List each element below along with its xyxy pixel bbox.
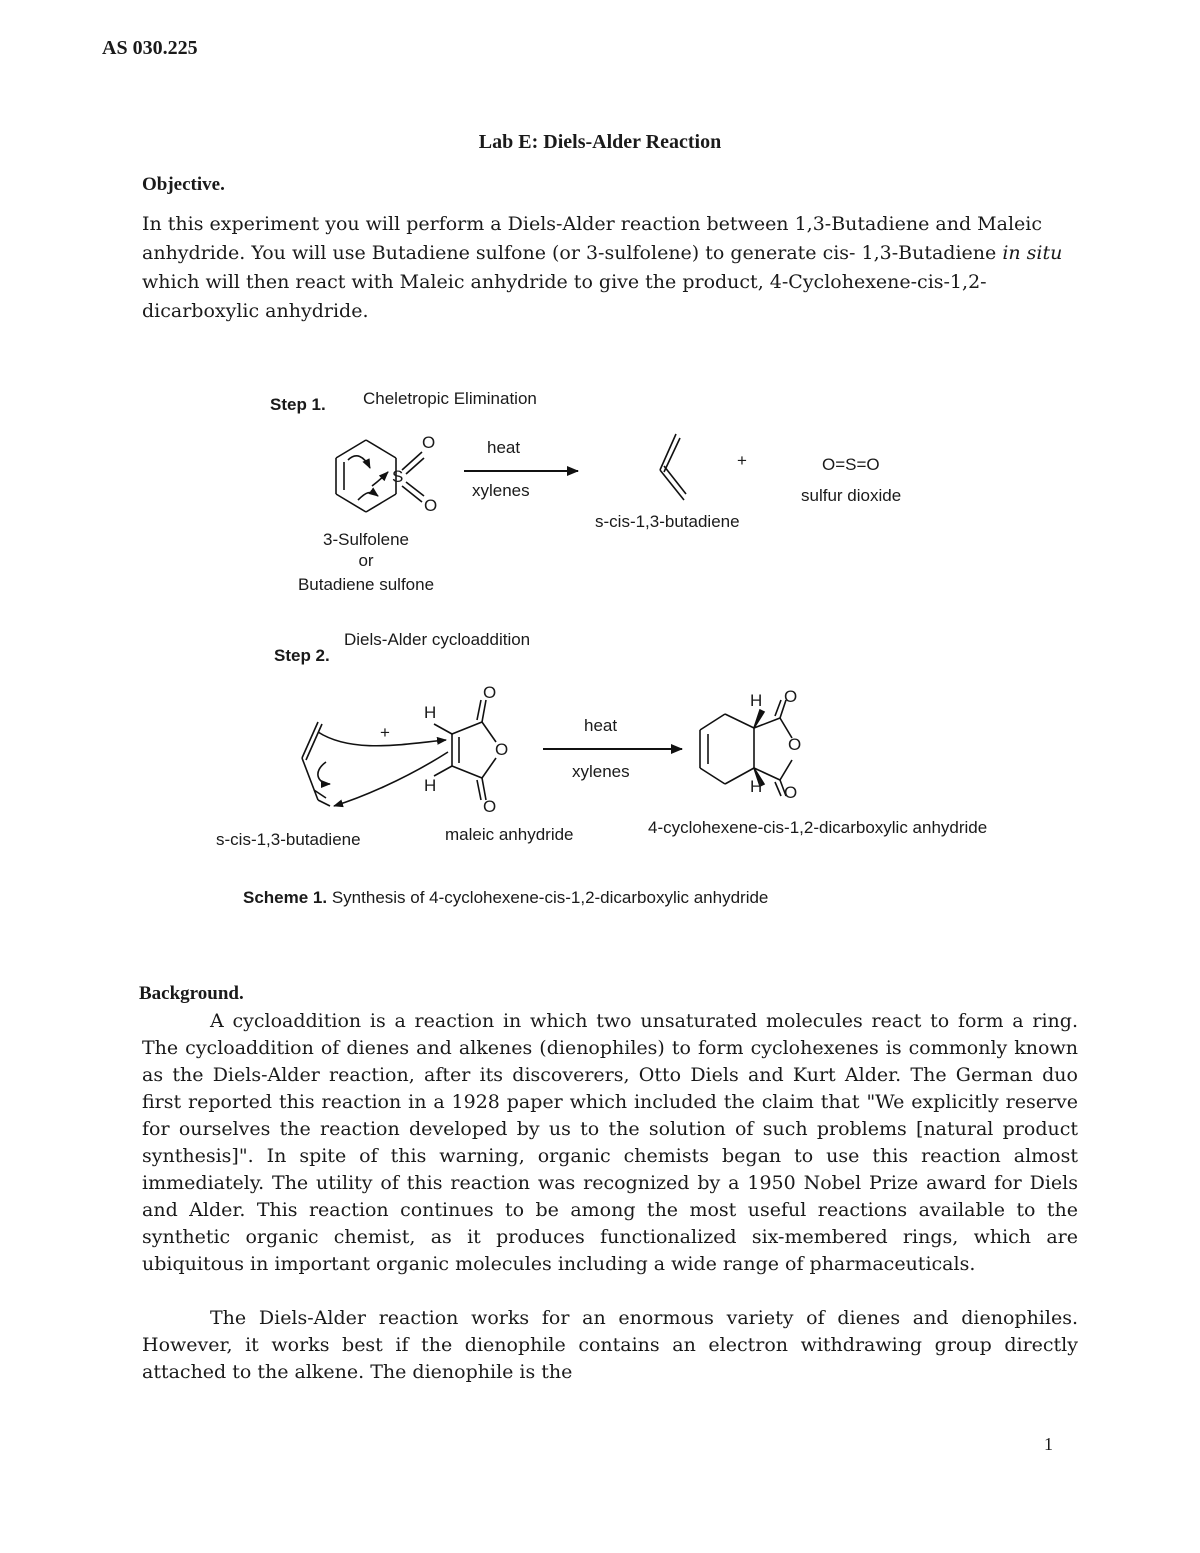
page-number: 1 xyxy=(1044,1434,1053,1454)
page-title: Lab E: Diels-Alder Reaction xyxy=(478,131,722,153)
background-heading: Background. xyxy=(139,983,244,1004)
background-paragraph-2-text: The Diels-Alder reaction works for an enormous variety of dienes and dienophiles. However, it works best if the dienophile contains an electron withdrawing group directly attached to the alkene. The dienophile is the xyxy=(142,1307,1078,1383)
maleic-atom-h-top: H xyxy=(424,703,437,722)
objective-heading: Objective. xyxy=(142,174,225,195)
objective-text-1: In this experiment you will perform a Diels-Alder reaction between 1,3-Butadiene and Maleic anhydride. You will use Butadiene sulfone (or 3-sulfolene) to generate cis- 1,3-Butadiene xyxy=(142,213,1042,264)
step2-condition-heat: heat xyxy=(584,716,618,735)
step1-name: Cheletropic Elimination xyxy=(363,389,537,408)
background-paragraph-1 xyxy=(142,1008,1078,1278)
background-paragraph-2 xyxy=(142,1305,1078,1386)
product-atom-h-bottom: H xyxy=(750,777,763,796)
scheme-caption-label: Scheme 1. xyxy=(243,888,328,907)
step2-product-name: 4-cyclohexene-cis-1,2-dicarboxylic anhydride xyxy=(648,818,988,837)
step2-label: Step 2. xyxy=(274,646,330,665)
course-code: AS 030.225 xyxy=(102,37,198,59)
step2-name: Diels-Alder cycloaddition xyxy=(344,630,531,649)
sulfolene-atom-o-top: O xyxy=(422,433,436,452)
step1-label: Step 1. xyxy=(270,395,326,414)
so2-name: sulfur dioxide xyxy=(801,486,902,505)
sulfolene-label-2: Butadiene sulfone xyxy=(297,575,435,594)
butadiene-structure-step1 xyxy=(660,434,686,500)
so2-formula: O=S=O xyxy=(822,455,880,474)
objective-text-2: which will then react with Maleic anhydride to give the product, 4-Cyclohexene-cis-1,2-dicarboxylic anhydride. xyxy=(142,271,987,322)
maleic-atom-o-bottom: O xyxy=(483,797,497,816)
step2-reactant-butadiene: s-cis-1,3-butadiene xyxy=(216,830,361,849)
step2-condition-xylenes: xylenes xyxy=(572,762,630,781)
maleic-atom-o-top: O xyxy=(483,683,497,702)
step1-product-butadiene: s-cis-1,3-butadiene xyxy=(595,512,740,531)
step1-plus: + xyxy=(737,451,747,470)
objective-italic: in situ xyxy=(1002,242,1063,264)
product-atom-h-top: H xyxy=(750,691,763,710)
scheme-caption xyxy=(243,888,768,908)
step2-reactant-maleic: maleic anhydride xyxy=(445,825,574,844)
product-structure xyxy=(700,700,792,796)
product-atom-o-bottom: O xyxy=(784,783,798,802)
product-atom-o-ring: O xyxy=(788,735,802,754)
maleic-atom-h-bottom: H xyxy=(424,776,437,795)
product-atom-o-top: O xyxy=(784,687,798,706)
scheme-caption-text: Synthesis of 4-cyclohexene-cis-1,2-dicarboxylic anhydride xyxy=(331,888,769,907)
step2-plus: + xyxy=(380,723,390,742)
maleic-atom-o-ring: O xyxy=(495,740,509,759)
background-paragraph-1-text: A cycloaddition is a reaction in which two unsaturated molecules react to form a ring. The cycloaddition of dienes and alkenes (dienophiles) to form cyclohexenes is commonly known as the Diels-Alder reaction, after its discoverers, Otto Diels and Kurt Alder. The German duo first reported this reaction in a 1928 paper which included the claim that "We explicitly reserve for ourselves the reaction developed by us to the solution of such problems [natural product synthesis]". In spite of this warning, organic chemists began to use this reaction almost immediately. The utility of this reaction was recognized by a 1950 Nobel Prize award for Diels and Alder. This reaction continues to be among the most useful reactions available to the synthetic organic chemist, as it produces functionalized six-membered rings, which are ubiquitous in important organic molecules including a wide range of pharmaceuticals. xyxy=(142,1010,1078,1275)
step1-condition-heat: heat xyxy=(487,438,521,457)
sulfolene-atom-o-bottom: O xyxy=(424,496,438,515)
step1-condition-xylenes: xylenes xyxy=(472,481,530,500)
sulfolene-label-or: or xyxy=(358,551,374,570)
maleic-anhydride-structure xyxy=(434,700,496,800)
sulfolene-label-1: 3-Sulfolene xyxy=(322,530,409,549)
sulfolene-structure xyxy=(336,440,424,512)
sulfolene-atom-s: S xyxy=(392,467,404,486)
